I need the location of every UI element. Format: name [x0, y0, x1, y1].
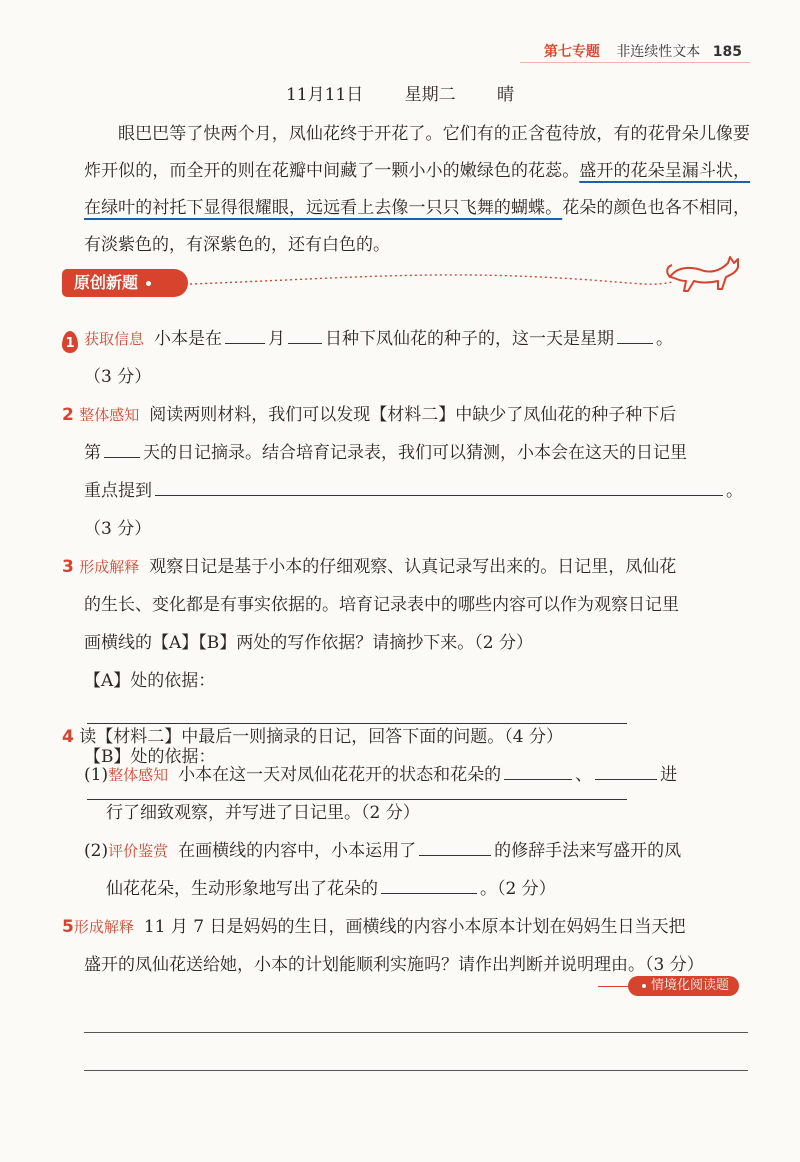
- q4-2-tag: 评价鉴赏: [108, 842, 169, 860]
- q2-line-3a: 重点提到: [84, 481, 152, 501]
- q2-tag: 整体感知: [79, 406, 140, 424]
- diary-weekday: 星期二: [404, 85, 456, 105]
- q3-number: 3: [62, 557, 74, 577]
- diary-date: 11月11日: [285, 85, 364, 105]
- section-title: 原创新题: [74, 273, 139, 292]
- q1-day-blank[interactable]: [288, 325, 322, 344]
- q1-tag: 获取信息: [84, 330, 145, 348]
- q3-tag: 形成解释: [79, 558, 140, 576]
- q4-stem: 读【材料二】中最后一则摘录的日记，回答下面的问题。（4 分）: [79, 727, 563, 747]
- q4-2-number: (2): [84, 841, 109, 861]
- q1-text-1: 小本是在: [154, 329, 223, 349]
- q3-line-3: 画横线的【A】【B】两处的写作依据？请摘抄下来。（2 分）: [84, 633, 533, 653]
- q4-1-sep: 、: [575, 765, 593, 785]
- diary-weather: 晴: [497, 85, 515, 105]
- header-divider: [520, 62, 750, 63]
- q5-line-1: 11 月 7 日是妈妈的生日，画横线的内容小本原本计划在妈妈生日当天把: [143, 917, 686, 937]
- answer-line-1[interactable]: [84, 1032, 748, 1033]
- section-label: 非连续性文本: [616, 44, 701, 60]
- q1-month-blank[interactable]: [225, 325, 265, 344]
- page-header: [544, 41, 742, 61]
- q3-label-a: 【A】处的依据：: [84, 671, 216, 691]
- q4-1-text-1: 小本在这一天对凤仙花花开的状态和花朵的: [178, 765, 502, 785]
- q1-text-2: 月: [268, 329, 286, 349]
- question-2: [62, 396, 752, 548]
- diary-text-a: 眼巴巴等了快两个月，凤仙花终于开花了。它们有的正含苞待放，有的花骨朵儿像要炸开似的，而全开的则在花瓣中间藏了一颗小小的嫩绿色的花蕊。: [84, 124, 750, 181]
- q3-line-2: 的生长、变化都是有事实依据的。培育记录表中的哪些内容可以作为观察日记里: [84, 595, 679, 615]
- diary-underlined: 盛开的花朵呈漏斗状，在绿叶的衬托下显得很耀眼，远远看上去像一只只飞舞的蝴蝶。: [84, 161, 751, 218]
- q5-number: 5: [62, 917, 74, 937]
- q4-2-text-1: 在画横线的内容中，小本运用了: [178, 841, 417, 861]
- q4-1-number: (1): [84, 765, 109, 785]
- q4-2-line-2a: 仙花花朵，生动形象地写出了花朵的: [106, 879, 378, 899]
- section-banner: [62, 269, 188, 297]
- badge-line: [598, 986, 632, 987]
- diary-heading: [0, 80, 800, 105]
- context-badge: [628, 976, 739, 996]
- answer-line-2[interactable]: [84, 1070, 748, 1071]
- flame-icon: [62, 331, 78, 353]
- banner-dot: [146, 281, 151, 286]
- diary-paragraph: [84, 116, 750, 264]
- question-4: [62, 718, 752, 908]
- q1-score: （3 分）: [84, 367, 152, 387]
- q4-1-text-2: 进: [660, 765, 678, 785]
- q4-1-blank-2[interactable]: [595, 761, 657, 780]
- q2-line-2b: 天的日记摘录。结合培育记录表，我们可以猜测，小本会在这天的日记里: [143, 443, 687, 463]
- badge-dot: [642, 984, 646, 988]
- diary-text: [84, 116, 750, 264]
- q4-1-blank-1[interactable]: [504, 761, 572, 780]
- question-5: [62, 908, 752, 984]
- banner-dotted-line: [186, 270, 676, 294]
- q4-number: 4: [62, 727, 74, 747]
- q2-score: （3 分）: [84, 519, 152, 539]
- diary-text-b: 花朵的颜色也各不相同，有淡紫色的，有深紫色的，还有白色的。: [84, 198, 751, 255]
- q2-line-1: 阅读两则材料，我们可以发现【材料二】中缺少了凤仙花的种子种下后: [149, 405, 677, 425]
- q5-tag: 形成解释: [73, 918, 134, 936]
- q1-text-4: 。: [656, 329, 674, 349]
- q2-day-blank[interactable]: [104, 439, 140, 458]
- q2-line-3b: 。: [726, 481, 743, 501]
- q4-2-blank-1[interactable]: [419, 837, 491, 856]
- question-1: [62, 320, 752, 396]
- q3-label-b: 【B】处的依据：: [84, 747, 216, 767]
- q2-line-2a: 第: [84, 443, 101, 463]
- q1-text-3: 日种下凤仙花的种子的，这一天是星期: [325, 329, 615, 349]
- q2-answer-blank[interactable]: [155, 477, 723, 496]
- badge-label: 情境化阅读题: [651, 978, 730, 993]
- page-number: 185: [712, 44, 742, 60]
- q4-1-line-2: 行了细致观察，并写进了日记里。（2 分）: [106, 803, 420, 823]
- cat-icon: [664, 255, 744, 295]
- q4-2-text-2: 的修辞手法来写盛开的凤: [494, 841, 682, 861]
- q4-2-blank-2[interactable]: [381, 875, 477, 894]
- q1-weekday-blank[interactable]: [617, 325, 653, 344]
- q1-number: 1: [65, 336, 75, 351]
- q3-line-1: 观察日记是基于小本的仔细观察、认真记录写出来的。日记里，凤仙花: [149, 557, 677, 577]
- q4-1-tag: 整体感知: [108, 766, 169, 784]
- q2-number: 2: [62, 405, 74, 425]
- chapter-label: 第七专题: [543, 44, 600, 60]
- q5-line-2: 盛开的凤仙花送给她，小本的计划能顺利实施吗？请作出判断并说明理由。（3 分）: [84, 955, 704, 975]
- q4-2-line-2b: 。（2 分）: [480, 879, 556, 899]
